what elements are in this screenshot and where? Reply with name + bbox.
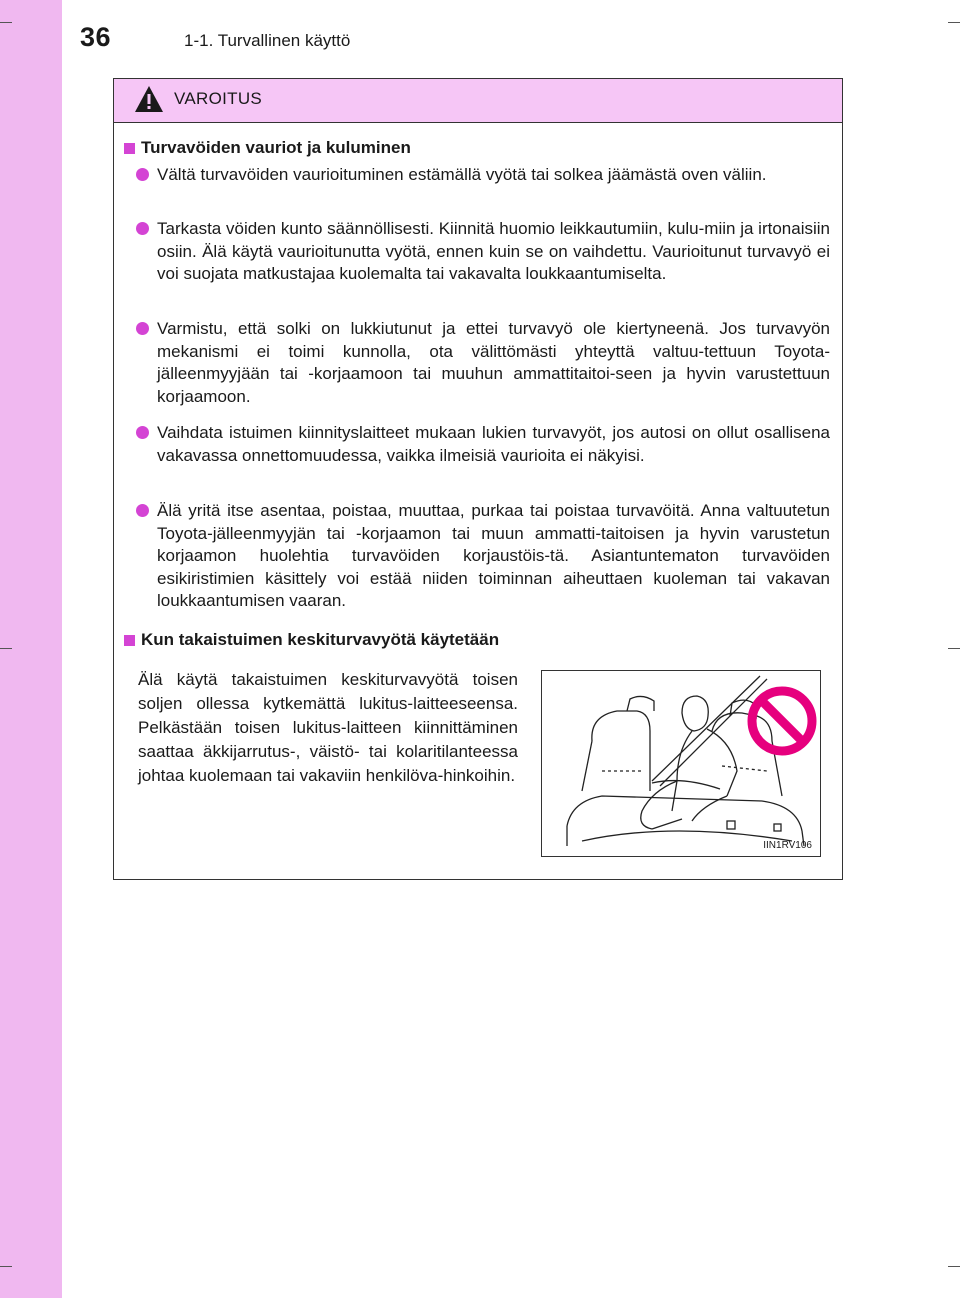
warning-header (114, 79, 842, 123)
bullet-icon (136, 426, 149, 439)
sub-heading-text: Turvavöiden vauriot ja kuluminen (141, 138, 411, 157)
figure-code: IIN1RV106 (763, 840, 812, 851)
list-item (136, 422, 830, 467)
crop-mark (0, 1266, 12, 1267)
seatbelt-illustration (541, 670, 821, 857)
list-item (136, 318, 830, 408)
prohibition-icon (752, 691, 812, 751)
warning-title: VAROITUS (174, 89, 263, 108)
list-item (136, 500, 830, 613)
sub-heading (124, 138, 411, 158)
bullet-icon (136, 504, 149, 517)
rear-seat-drawing (542, 671, 820, 856)
list-item (136, 164, 830, 187)
list-item-text: Vaihdata istuimen kiinnityslaitteet mukaan lukien turvavyöt, jos autosi on ollut osallisena vakavassa onnettomuudessa, vaikka ilmeisiä vaurioita ei näkyisi. (157, 423, 830, 465)
crop-mark (948, 648, 960, 649)
bullet-icon (136, 168, 149, 181)
crop-mark (948, 22, 960, 23)
list-item-text: Vältä turvavöiden vaurioituminen estämällä vyötä tai solkea jäämästä oven väliin. (157, 165, 767, 184)
square-bullet-icon (124, 635, 135, 646)
bullet-icon (136, 222, 149, 235)
page-number: 36 (80, 22, 112, 52)
list-item-text: Tarkasta vöiden kunto säännöllisesti. Kiinnitä huomio leikkautumiin, kulu-miin ja irtonaisiin osiin. Älä käytä vaurioitunutta vyötä, ennen kuin se on vaihdettu. Vaurioitunut turvavyö ei voi suojata matkustajaa kuolemalta tai vakavalta loukkaantumiselta. (157, 219, 830, 283)
sub-heading (124, 630, 499, 650)
sub-heading-text: Kun takaistuimen keskiturvavyötä käytetään (141, 630, 500, 649)
rear-seat-warning-text: Älä käytä takaistuimen keskiturvavyötä toisen soljen ollessa kytkemättä lukitus-laitteeseensa. Pelkästään toisen lukitus-laitteen kiinnittäminen saattaa äkkijarrutus-, väistö- tai kolaritilanteessa johtaa kuolemaan tai vakaviin henkilöva-hinkoihin. (138, 670, 518, 785)
warning-box (113, 78, 843, 880)
crop-mark (0, 22, 12, 23)
side-color-strip (0, 0, 62, 1298)
list-item-text: Älä yritä itse asentaa, poistaa, muuttaa, purkaa tai poistaa turvavöitä. Anna valtuutetun Toyota-jälleenmyyjän tai -korjaamon tai muun ammatti-taitoisen ja hyvin varustetun korjaamon huolehtia turvavöiden korjaustöis-tä. Asiantuntematon turvavöiden esikiristimien käsittely voi estää niiden toiminnan aiheuttaen kuoleman tai vakavan loukkaantumisen vaaran. (157, 501, 830, 610)
crop-mark (0, 648, 12, 649)
list-item-text: Varmistu, että solki on lukkiutunut ja ettei turvavyö ole kiertyneenä. Jos turvavyön mekanismi ei toimi kunnolla, ota välittömästi yhteyttä valtuu-tettuun Toyota-jälleenmyyjään tai -korjaamoon tai muuhun ammattitaitoi-seen ja hyvin varustettuun korjaamoon. (157, 319, 830, 406)
warning-triangle-icon (134, 85, 164, 113)
crop-mark (948, 1266, 960, 1267)
section-title: 1-1. Turvallinen käyttö (184, 31, 351, 50)
bullet-icon (136, 322, 149, 335)
square-bullet-icon (124, 143, 135, 154)
list-item (136, 218, 830, 286)
